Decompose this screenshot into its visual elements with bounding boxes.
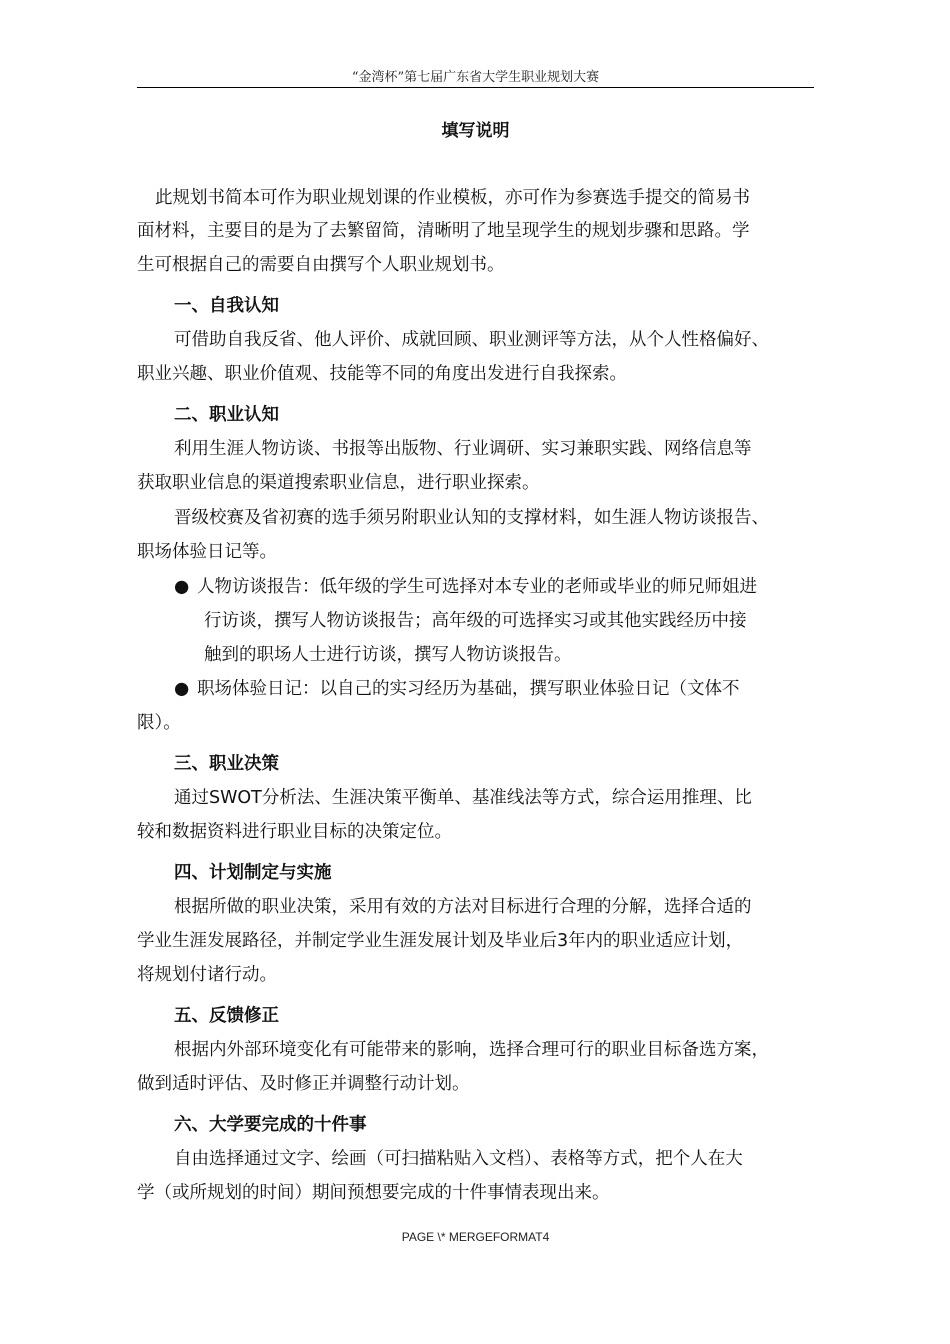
paragraph-line: 获取职业信息的渠道搜索职业信息，进行职业探索。 — [137, 473, 540, 493]
bullet-line: 触到的职场人士进行访谈，撰写人物访谈报告。 — [204, 645, 572, 665]
section-heading: 二、职业认知 — [174, 405, 279, 425]
paragraph-line: 学（或所规划的时间）期间预想要完成的十件事情表现出来。 — [137, 1183, 610, 1203]
intro-line: 生可根据自己的需要自由撰写个人职业规划书。 — [137, 255, 505, 275]
paragraph-line: 自由选择通过文字、绘画（可扫描粘贴入文档）、表格等方式，把个人在大 — [174, 1149, 743, 1169]
paragraph-line: 较和数据资料进行职业目标的决策定位。 — [137, 822, 452, 842]
paragraph-line: 职业兴趣、职业价值观、技能等不同的角度出发进行自我探索。 — [137, 364, 627, 384]
section-heading: 四、计划制定与实施 — [174, 863, 332, 883]
bullet-marker: ● — [174, 577, 190, 597]
paragraph-line: 做到适时评估、及时修正并调整行动计划。 — [137, 1074, 470, 1094]
paragraph-line: 晋级校赛及省初赛的选手须另附职业认知的支撑材料，如生涯人物访谈报告、 — [174, 508, 769, 528]
section-heading: 三、职业决策 — [174, 754, 279, 774]
paragraph-line: 通过SWOT分析法、生涯决策平衡单、基准线法等方式，综合运用推理、比 — [174, 788, 752, 808]
page-title: 填写说明 — [441, 121, 510, 141]
intro-line: 面材料，主要目的是为了去繁留简，清晰明了地呈现学生的规划步骤和思路。学 — [137, 221, 750, 241]
bullet-line: 行访谈，撰写人物访谈报告；高年级的可选择实习或其他实践经历中接 — [204, 611, 747, 631]
bullet-line: 人物访谈报告：低年级的学生可选择对本专业的老师或毕业的师兄师姐进 — [197, 577, 757, 597]
paragraph-line: 职场体验日记等。 — [137, 542, 277, 562]
paragraph-line: 根据内外部环境变化有可能带来的影响，选择合理可行的职业目标备选方案， — [174, 1040, 769, 1060]
intro-line: 此规划书简本可作为职业规划课的作业模板，亦可作为参赛选手提交的简易书 — [155, 188, 750, 208]
paragraph-line: 将规划付诸行动。 — [137, 965, 277, 985]
page-footer: PAGE \* MERGEFORMAT4 — [401, 1230, 550, 1244]
paragraph-line: 利用生涯人物访谈、书报等出版物、行业调研、实习兼职实践、网络信息等 — [174, 439, 752, 459]
header-divider — [137, 87, 814, 88]
section-heading: 五、反馈修正 — [174, 1006, 279, 1026]
paragraph-line: 可借助自我反省、他人评价、成就回顾、职业测评等方法，从个人性格偏好、 — [174, 330, 769, 350]
paragraph-line: 根据所做的职业决策，采用有效的方法对目标进行合理的分解，选择合适的 — [174, 897, 752, 917]
bullet-marker: ● — [174, 679, 190, 699]
bullet-line: 限）。 — [137, 713, 181, 733]
page-header: “金湾杯”第七届广东省大学生职业规划大赛 — [351, 70, 600, 85]
paragraph-line: 学业生涯发展路径，并制定学业生涯发展计划及毕业后3年内的职业适应计划， — [137, 931, 744, 951]
section-heading: 六、大学要完成的十件事 — [174, 1115, 367, 1135]
section-heading: 一、自我认知 — [174, 296, 279, 316]
bullet-line: 职场体验日记：以自己的实习经历为基础，撰写职业体验日记（文体不 — [197, 679, 740, 699]
